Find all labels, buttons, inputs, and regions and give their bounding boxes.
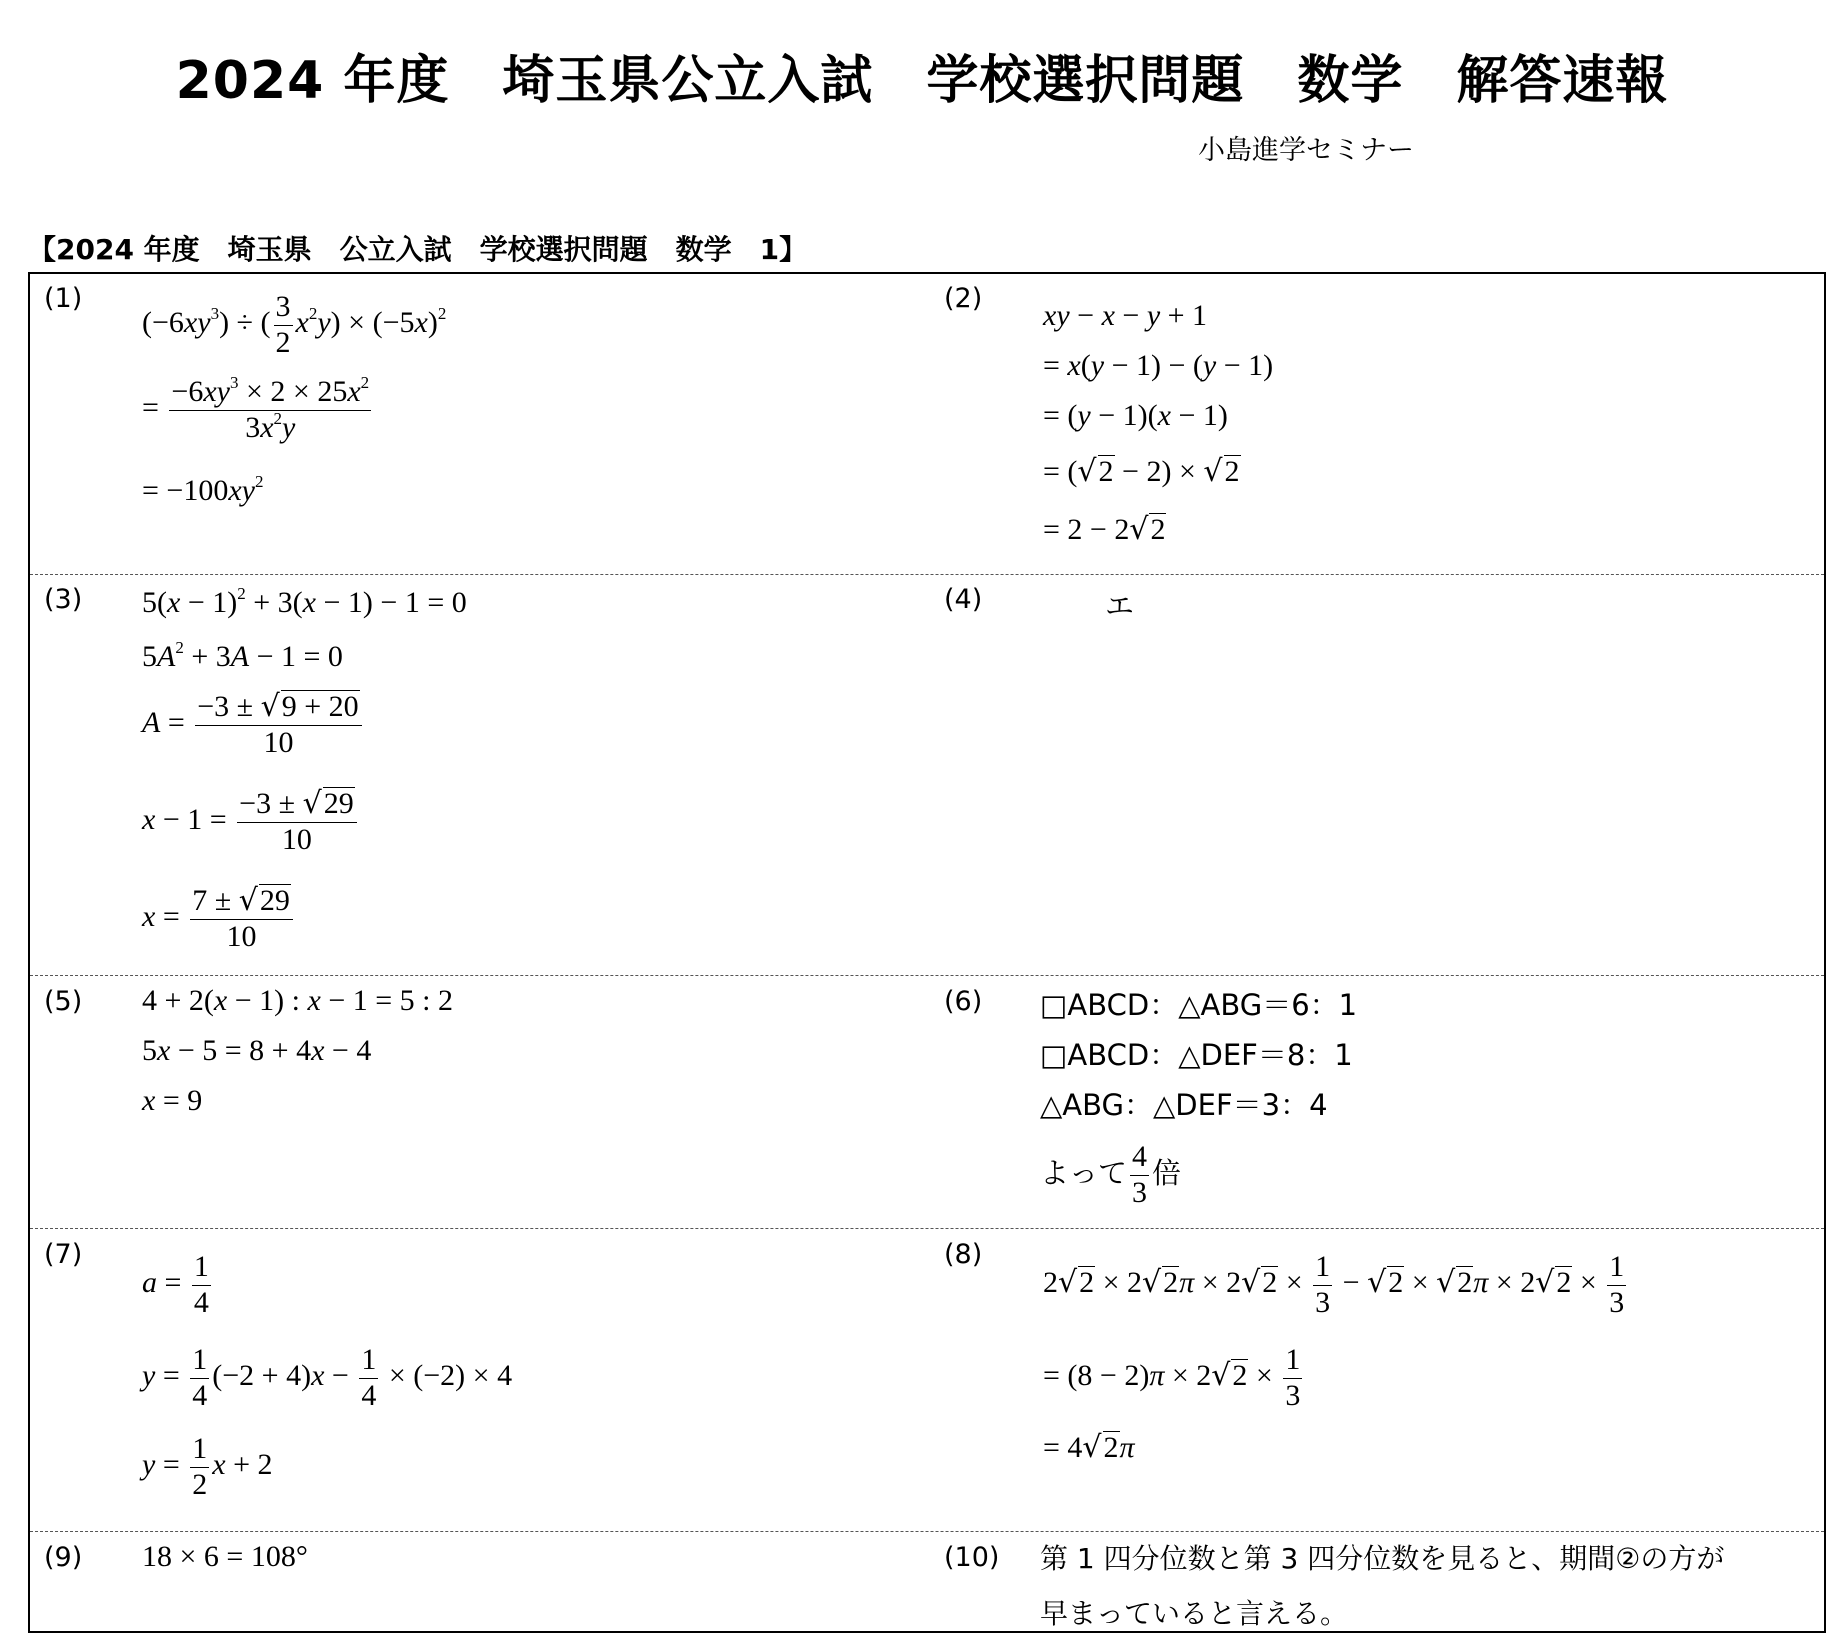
question-number: (6): [944, 986, 983, 1017]
q6-conclusion-pre: よって: [1040, 1156, 1128, 1190]
question-number: (4): [944, 584, 983, 615]
q2-line4: = (√2 − 2) × √2: [1043, 454, 1240, 489]
q3-line1: $5(x - 1)^2 + 3(x - 1) - 1 = 0$: [142, 584, 467, 619]
q2-line3: = (y − 1)(x − 1): [1043, 399, 1228, 432]
q6-line2: □ABCD：△DEF＝8：1: [1040, 1038, 1353, 1072]
q4-answer: エ: [1105, 589, 1135, 623]
q7-line2: y = $\frac{1}{4}$ (−2 + 4)x − $\frac{1}{4}$ × (−2) × 4: [142, 1343, 513, 1412]
q1-line3: = $-100xy^2$: [142, 472, 264, 507]
row-divider: [30, 1228, 1824, 1229]
q1-line2: = $\frac{-6xy^3 \times 2 \times 25x^2}{3x^2y}$: [142, 373, 370, 444]
question-number: (1): [44, 283, 83, 314]
q6-fraction-num: 4: [1130, 1140, 1149, 1176]
q8-line2: = (8 − 2)π × 2√2 × $\frac{1}{3}$: [1043, 1343, 1301, 1412]
row-divider: [30, 975, 1824, 976]
q8-line3: = 4√2π: [1043, 1430, 1135, 1465]
page-title: 2024 年度 埼玉県公立入試 学校選択問題 数学 解答速報: [175, 51, 1669, 111]
q2-line5: = 2 − 2√2: [1043, 512, 1166, 547]
question-number: (3): [44, 584, 83, 615]
q5-line2: 5x − 5 = 8 + 4x − 4: [142, 1034, 372, 1067]
q7-line3: y = $\frac{1}{2}$ x + 2: [142, 1432, 273, 1501]
q3-line5: x = $\frac{7 \pm √29}{10}$: [142, 884, 296, 954]
q9-line1: 18 × 6 = 108°: [142, 1540, 308, 1573]
question-number: (7): [44, 1239, 83, 1270]
q6-conclusion: [1040, 1140, 1181, 1210]
q10-answer: 第 1 四分位数と第 3 四分位数を見ると、期間②の方が早まっていると言える。: [1040, 1542, 1725, 1630]
q6-line3: △ABG：△DEF＝3：4: [1040, 1088, 1328, 1122]
q2-line1: xy − x − y + 1: [1043, 299, 1208, 332]
q3-line2: $5A^2 + 3A - 1 = 0$: [142, 638, 343, 673]
author-name: 小島進学セミナー: [1198, 135, 1414, 166]
q7-line1: a = $\frac{1}{4}$: [142, 1250, 209, 1319]
q6-fraction-den: 3: [1132, 1175, 1148, 1209]
question-number: (10): [944, 1542, 1000, 1573]
q6-line1: □ABCD：△ABG＝6：1: [1040, 988, 1358, 1022]
question-number: (5): [44, 986, 83, 1017]
q5-line3: x = 9: [142, 1084, 203, 1117]
answer-table: [28, 272, 1826, 1633]
q2-line2: = x(y − 1) − (y − 1): [1043, 349, 1274, 382]
q6-conclusion-post: 倍: [1152, 1156, 1182, 1190]
question-number: (2): [944, 283, 983, 314]
q1-line1: $(-6xy^3)$ ÷ ( $\frac{3}{2}$ $x^2y) \times (-5x)^2$: [142, 290, 447, 359]
question-number: (8): [944, 1239, 983, 1270]
q5-line1: 4 + 2(x − 1) : x − 1 = 5 : 2: [142, 984, 454, 1017]
question-number: (9): [44, 1542, 83, 1573]
q3-line4: x − 1 = $\frac{-3 \pm √29}{10}$: [142, 787, 360, 857]
row-divider: [30, 574, 1824, 575]
q8-line1: 2√2 × 2√2π × 2√2 × $\frac{1}{3}$ − √2 × √2π × 2√2 × $\frac{1}{3}$: [1043, 1250, 1625, 1319]
section-heading: 【2024 年度 埼玉県 公立入試 学校選択問題 数学 1】: [28, 233, 808, 266]
q3-line3: A = $\frac{-3 \pm √9 + 20}{10}$: [142, 690, 365, 760]
